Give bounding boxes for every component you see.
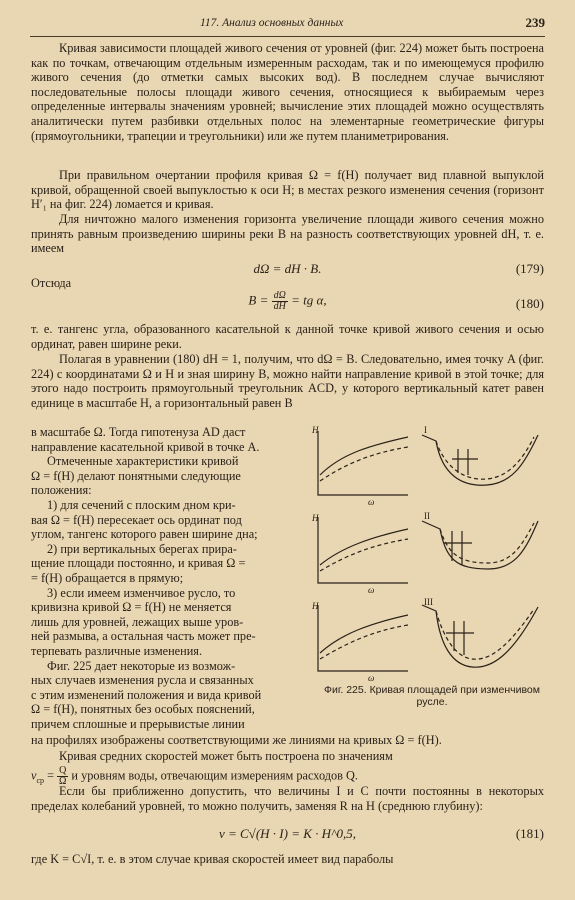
column-line: 3) если имеем изменчивое русло, то [47, 585, 236, 600]
panel-2-curve [318, 517, 408, 583]
v-symbol: v [31, 767, 37, 782]
velocity-text: и уровням воды, отвечающим измерениям расходов Q. [68, 767, 358, 782]
column-line: щение площади постоянно, и кривая Ω = [31, 556, 246, 571]
equation-number: (180) [515, 296, 544, 311]
panel-1-curve [318, 431, 408, 495]
column-line: ней размыва, а остальная часть может пре- [31, 629, 256, 644]
paragraph-text: Полагая в уравнении (180) dH = 1, получим, что dΩ = B. Следовательно, имея точку A (фиг. 224) с координатами Ω и H и зная ширину B, можно найти направление кривой в этой точке; для этого надо построить прямоугольный треугольник ACD, у которого вертикальный катет равен единице в масштабе H, а горизонтальный равен B [31, 352, 544, 410]
column-line: в масштабе Ω. Тогда гипотенуза AD даст [31, 425, 246, 439]
column-line: лишь для уровней, лежащих выше уров- [31, 614, 244, 629]
column-line: Фиг. 225 дает некоторые из возмож- [47, 658, 236, 673]
paragraph-text: на профилях изображены соответствующими же линиями на кривых Ω = f(H). [31, 733, 442, 747]
paragraph-text: т. е. тангенс угла, образованного касательной к данной точке кривой живого сечения и осью ординат, равен ширине реки. [31, 322, 544, 351]
eq-fraction [272, 291, 288, 312]
paragraph-velocity [31, 749, 544, 788]
column-line: с этим изменений положения и вида кривой [31, 687, 262, 702]
equation-number: (181) [515, 826, 544, 841]
axis-label-h-3: H [312, 601, 319, 611]
panel-label-3: III [424, 597, 433, 607]
frac-num: dΩ [273, 290, 286, 301]
axis-label-w-3: ω [368, 673, 375, 683]
paragraph-2 [31, 168, 544, 212]
equation-body [31, 291, 544, 312]
running-header [30, 14, 545, 37]
paragraph-text: Если бы приближенно допустить, что величины I и C почти постоянны в некоторых пределах колебаний уровней, то можно получить, заменяя R на H (среднюю глубину): [31, 784, 544, 813]
column-line: 2) при вертикальных берегах прира- [47, 541, 237, 556]
equation-body: v = C√(H · I) = K · H^0,5, [218, 826, 357, 841]
axis-label-w-1: ω [368, 497, 375, 507]
figure-caption: Фиг. 225. Кривая площадей при изменчивом русле. [323, 684, 540, 708]
figure-drawing [312, 425, 544, 683]
column-line: углом, тангенс которого равен ширине дна; [31, 527, 258, 542]
column-text [31, 425, 311, 731]
column-line: Ω = f(H), понятных без особых пояснений, [31, 702, 255, 717]
column-line: причем сплошные и прерывистые линии [31, 716, 245, 731]
column-line: вая Ω = f(H) пересекает ось ординат под [31, 512, 242, 527]
equation-body: dΩ = dH · B. [253, 261, 322, 276]
paragraph-last [31, 852, 544, 867]
equals: = [44, 767, 58, 782]
paragraph-text: При правильном очертании профиля кривая Ω = f(H) получает вид плавной выпуклой кривой, обращенной своей выпуклостью к оси H; в местах резкого изменения сечения (горизонт H′₁ на фиг. 224) ломается и кривая. [31, 168, 544, 212]
column-line: направление касательной кривой в точке A. [31, 439, 260, 454]
column-line: = f(H) обращается в прямую; [31, 570, 184, 585]
otsyuda-label [31, 276, 544, 291]
paragraph-esli [31, 784, 544, 813]
paragraph-text: Для ничтожно малого изменения горизонта увеличение площади живого сечения можно принять равным произведению ширины реки B на разность соответствующих уровней dH, т. е. имеем [31, 212, 544, 256]
equation-181 [31, 826, 544, 844]
eq-lhs: B = [248, 292, 269, 308]
paragraph-3 [31, 212, 544, 256]
figure-225 [312, 425, 544, 683]
frac-den: Ω [59, 775, 67, 787]
paragraph-text: Кривая средних скоростей может быть построена по значениям [59, 749, 393, 763]
axis-label-h-1: H [312, 425, 319, 435]
panel-3-profile [422, 605, 538, 667]
column-line: 1) для сечений с плоским дном кри- [47, 497, 236, 512]
paragraph-text: где K = C√I, т. е. в этом случае кривая скоростей имеет вид параболы [31, 852, 394, 866]
column-line: ных случаев изменения русла и связанных [31, 673, 254, 688]
column-line: положения: [31, 483, 92, 498]
column-line: терпевать различные изменения. [31, 643, 203, 658]
frac-den: dH [273, 301, 286, 312]
column-line: кривизна кривой Ω = f(H) не меняется [31, 600, 232, 615]
axis-label-w-2: ω [368, 585, 375, 595]
frac-num: Q [59, 764, 67, 776]
axis-label-h-2: H [312, 513, 319, 523]
page-number: 239 [525, 15, 545, 30]
v-subscript: ср [36, 775, 45, 785]
panel-3-curve [318, 605, 408, 671]
eq-rhs: = tg α, [291, 292, 327, 308]
paragraph-1 [31, 41, 544, 143]
paragraph-4 [31, 322, 544, 351]
panel-label-1: I [424, 425, 427, 435]
paragraph-after-figure [31, 733, 544, 748]
paragraph-5 [31, 352, 544, 410]
column-line: Отмеченные характеристики кривой [47, 454, 239, 469]
panel-label-2: II [424, 511, 430, 521]
column-line: Ω = f(H) делают понятными следующие [31, 468, 241, 483]
panel-2-profile [422, 521, 538, 569]
paragraph-text: Кривая зависимости площадей живого сечения от уровней (фиг. 224) может быть построена как по точкам, отвечающим отдельным измеренным расходам, так и по имеющемуся профилю живого сечения (до отметки самых высоких вод). В последнем случае вычисляют последовательные полосы площади живого сечения, относящиеся к выбираемым через определенные интервалы значениям уровней; вычисление этих площадей можно осуществлять аналитически путем разбивки отдельных полос на элементарные геометрические фигуры (прямоугольники, трапеции и треугольники) или же путем планиметрирования. [31, 41, 544, 143]
equation-number: (179) [515, 261, 544, 276]
paragraph-text: Отсюда [31, 276, 72, 290]
section-title: 117. Анализ основных данных [200, 17, 344, 29]
panel-1-profile [422, 435, 538, 485]
equation-180 [31, 291, 544, 317]
